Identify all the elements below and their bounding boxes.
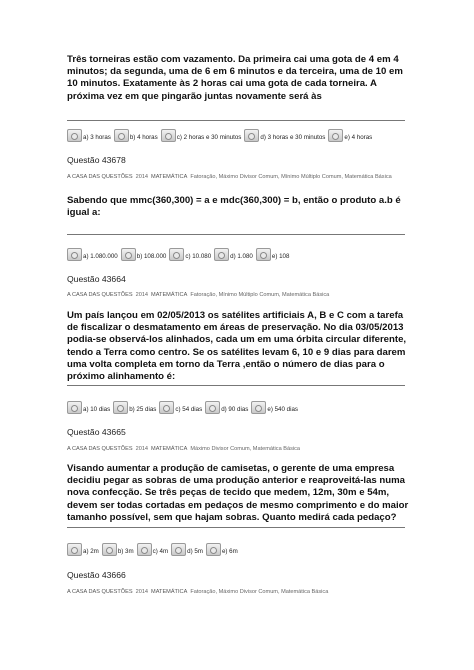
- option-d[interactable]: d) 5m: [171, 543, 206, 556]
- radio-icon[interactable]: [244, 129, 259, 142]
- tag-subject[interactable]: MATEMÁTICA: [151, 174, 188, 180]
- tag-year[interactable]: 2014: [135, 446, 149, 452]
- tag-source[interactable]: A CASA DAS QUESTÕES: [67, 292, 133, 298]
- option-e[interactable]: e) 108: [256, 248, 293, 261]
- tag-subject[interactable]: MATEMÁTICA: [151, 589, 188, 595]
- tag-source[interactable]: A CASA DAS QUESTÕES: [67, 446, 133, 452]
- question-tags: [67, 589, 412, 597]
- radio-icon[interactable]: [113, 401, 128, 414]
- answer-options: [67, 248, 427, 261]
- divider: [67, 527, 405, 528]
- radio-icon[interactable]: [214, 248, 229, 261]
- radio-icon[interactable]: [137, 543, 152, 556]
- radio-icon[interactable]: [114, 129, 129, 142]
- option-e[interactable]: e) 6m: [206, 543, 241, 556]
- tag-subject[interactable]: MATEMÁTICA: [151, 292, 188, 298]
- radio-icon[interactable]: [171, 543, 186, 556]
- tag-topics[interactable]: Fatoração, Máximo Divisor Comum, Mínimo Múltiplo Comum, Matemática Básica: [190, 174, 392, 180]
- radio-icon[interactable]: [121, 248, 136, 261]
- option-d[interactable]: d) 90 dias: [205, 401, 251, 414]
- answer-options: [67, 129, 427, 142]
- option-e[interactable]: e) 4 horas: [328, 129, 375, 142]
- question-text: Sabendo que mmc(360,300) = a e mdc(360,300) = b, então o produto a.b é igual a:: [67, 195, 401, 219]
- option-c[interactable]: c) 2 horas e 30 minutos: [161, 129, 245, 142]
- option-a[interactable]: a) 2m: [67, 543, 102, 556]
- tag-source[interactable]: A CASA DAS QUESTÕES: [67, 174, 133, 180]
- question-number: Questão 43664: [67, 274, 126, 284]
- divider: [67, 234, 405, 235]
- divider: [67, 120, 405, 121]
- radio-icon[interactable]: [67, 543, 82, 556]
- option-a[interactable]: a) 10 dias: [67, 401, 113, 414]
- question-number: Questão 43678: [67, 155, 126, 165]
- option-b[interactable]: b) 3m: [102, 543, 137, 556]
- option-c[interactable]: c) 54 dias: [159, 401, 205, 414]
- question-text: Visando aumentar a produção de camisetas, o gerente de uma empresa decidiu pegar as sobras de uma produção anterior e reaproveitá-las numa nova confecção. Se três peças de tecido que medem, 12m, 30m e 54m, devem ser todas cortadas em pedaços de mesmo comprimento e do maior tamanho possível, sem que hajam sobras. Quanto medirá cada pedaço?: [67, 463, 409, 523]
- question-text: Três torneiras estão com vazamento. Da primeira cai uma gota de 4 em 4 minutos; da segunda, uma de 6 em 6 minutos e da terceira, uma de 10 em 10 minutos. Exatamente às 2 horas cai uma gota de cada torneira. A próxima vez em que pingarão juntas novamente será às: [67, 54, 403, 102]
- option-b[interactable]: b) 25 dias: [113, 401, 159, 414]
- option-a[interactable]: a) 1.080.000: [67, 248, 121, 261]
- option-a[interactable]: a) 3 horas: [67, 129, 114, 142]
- question-tags: [67, 446, 412, 454]
- radio-icon[interactable]: [251, 401, 266, 414]
- radio-icon[interactable]: [328, 129, 343, 142]
- tag-topics[interactable]: Máximo Divisor Comum, Matemática Básica: [190, 446, 301, 452]
- question-number: Questão 43665: [67, 427, 126, 437]
- option-d[interactable]: d) 1.080: [214, 248, 256, 261]
- option-c[interactable]: c) 10.080: [169, 248, 214, 261]
- radio-icon[interactable]: [67, 401, 82, 414]
- radio-icon[interactable]: [205, 401, 220, 414]
- question-text: Um país lançou em 02/05/2013 os satélites artificiais A, B e C com a tarefa de fiscalizar o desmatamento em áreas de preservação. No dia 03/05/2013 podia-se observá-los alinhados, cada um em uma órbita circular diferente, tendo a Terra como centro. Se os satélites levam 6, 10 e 9 dias para darem uma volta completa em torno da Terra ,então o número de dias para o próximo alinhamento é:: [67, 310, 407, 383]
- tag-topics[interactable]: Fatoração, Mínimo Múltiplo Comum, Matemática Básica: [190, 292, 330, 298]
- answer-options: [67, 401, 427, 414]
- answer-options: [67, 543, 427, 556]
- tag-year[interactable]: 2014: [135, 589, 149, 595]
- tag-topics[interactable]: Fatoração, Máximo Divisor Comum, Matemática Básica: [190, 589, 329, 595]
- radio-icon[interactable]: [169, 248, 184, 261]
- question-tags: [67, 174, 412, 182]
- question-number: Questão 43666: [67, 570, 126, 580]
- radio-icon[interactable]: [67, 129, 82, 142]
- radio-icon[interactable]: [67, 248, 82, 261]
- question-tags: [67, 292, 412, 300]
- option-e[interactable]: e) 540 dias: [251, 401, 301, 414]
- option-b[interactable]: b) 4 horas: [114, 129, 161, 142]
- radio-icon[interactable]: [102, 543, 117, 556]
- option-b[interactable]: b) 108.000: [121, 248, 170, 261]
- radio-icon[interactable]: [159, 401, 174, 414]
- tag-year[interactable]: 2014: [135, 174, 149, 180]
- tag-subject[interactable]: MATEMÁTICA: [151, 446, 188, 452]
- tag-source[interactable]: A CASA DAS QUESTÕES: [67, 589, 133, 595]
- option-c[interactable]: c) 4m: [137, 543, 171, 556]
- divider: [67, 385, 405, 386]
- radio-icon[interactable]: [256, 248, 271, 261]
- option-d[interactable]: d) 3 horas e 30 minutos: [244, 129, 328, 142]
- radio-icon[interactable]: [206, 543, 221, 556]
- radio-icon[interactable]: [161, 129, 176, 142]
- tag-year[interactable]: 2014: [135, 292, 149, 298]
